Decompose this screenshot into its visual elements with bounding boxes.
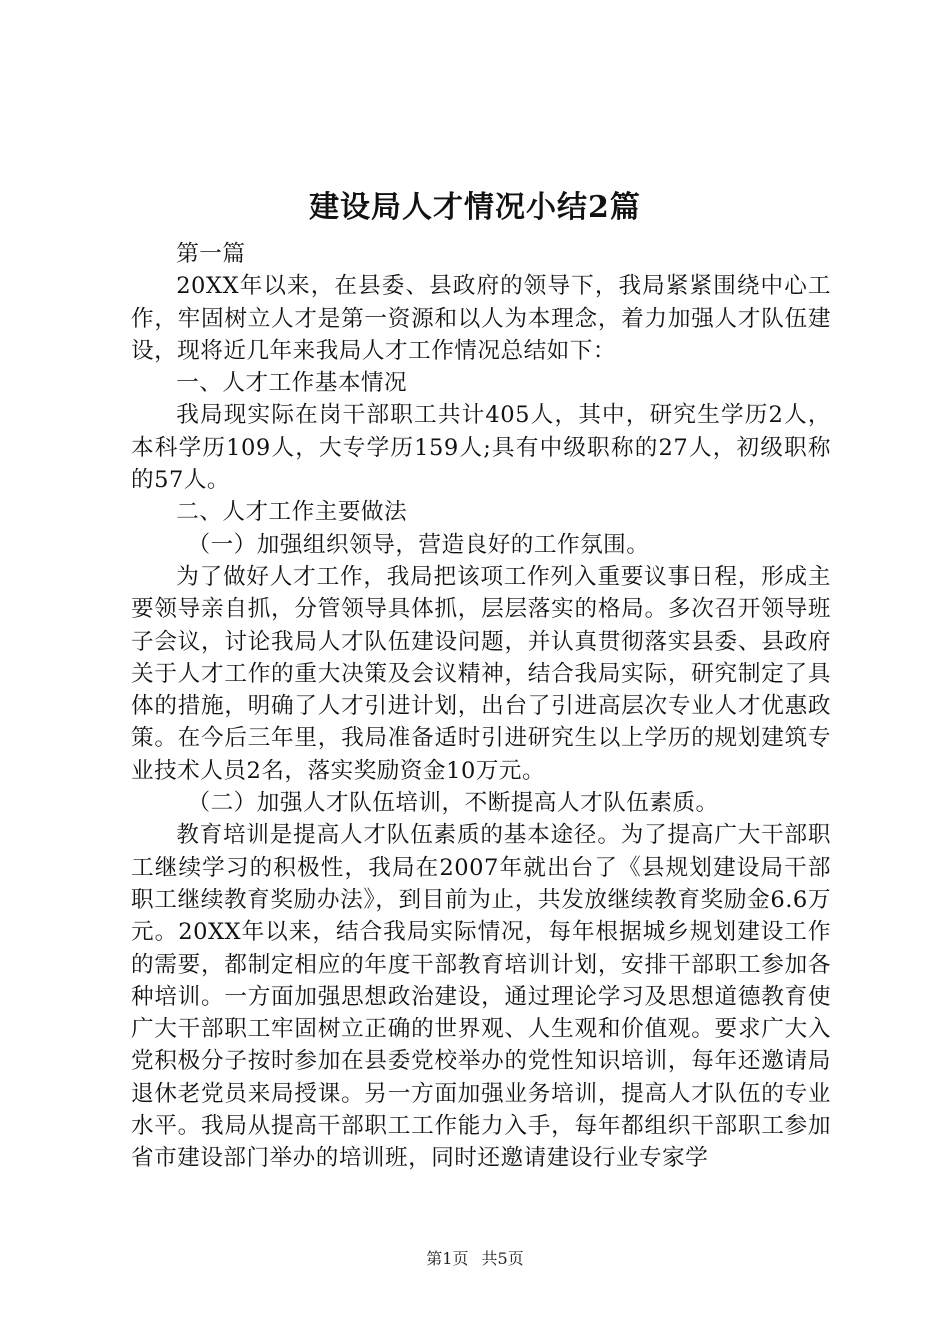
- paragraph-subheading: （一）加强组织领导，营造良好的工作氛围。: [187, 531, 650, 558]
- paragraph-section-heading: 第一篇: [176, 241, 246, 267]
- paragraph-subheading: （二）加强人才队伍培训，不断提高人才队伍素质。: [187, 790, 719, 817]
- document-body: [131, 238, 831, 1175]
- page-number: 第1页: [426, 1249, 469, 1268]
- paragraph: 为了做好人才工作，我局把该项工作列入重要议事日程，形成主要领导亲自抓，分管领导具体抓，层层落实的格局。多次召开领导班子会议，讨论我局人才队伍建设问题，并认真贯彻落实县委、县政府关于人才工作的重大决策及会议精神，结合我局实际，研究制定了具体的措施，明确了人才引进计划，出台了引进高层次专业人才优惠政策。在今后三年里，我局准备适时引进研究生以上学历的规划建筑专业技术人员2名，落实奖励资金10万元。: [131, 563, 831, 784]
- paragraph-section-heading: 二、人才工作主要做法: [176, 499, 408, 526]
- paragraph: 20XX年以来，在县委、县政府的领导下，我局紧紧围绕中心工作，牢固树立人才是第一资源和以人为本理念，着力加强人才队伍建设，现将近几年来我局人才工作情况总结如下：: [131, 273, 831, 364]
- page-total: 共5页: [481, 1249, 524, 1268]
- page-footer: [0, 1248, 950, 1270]
- paragraph: 教育培训是提高人才队伍素质的基本途径。为了提高广大干部职工继续学习的积极性，我局在2007年就出台了《县规划建设局干部职工继续教育奖励办法》，到目前为止，共发放继续教育奖励金6.6万元。20XX年以来，结合我局实际情况，每年根据城乡规划建设工作的需要，都制定相应的年度干部教育培训计划，安排干部职工参加各种培训。一方面加强思想政治建设，通过理论学习及思想道德教育使广大干部职工牢固树立正确的世界观、人生观和价值观。要求广大入党积极分子按时参加在县委党校举办的党性知识培训，每年还邀请局退休老党员来局授课。另一方面加强业务培训，提高人才队伍的专业水平。我局从提高干部职工工作能力入手，每年都组织干部职工参加省市建设部门举办的培训班，同时还邀请建设行业专家学: [131, 822, 831, 1172]
- paragraph-section-heading: 一、人才工作基本情况: [176, 370, 408, 397]
- document-title: 建设局人才情况小结2篇: [309, 190, 641, 225]
- paragraph: 我局现实际在岗干部职工共计405人，其中，研究生学历2人，本科学历109人，大专学历159人;具有中级职称的27人，初级职称的57人。: [131, 402, 831, 494]
